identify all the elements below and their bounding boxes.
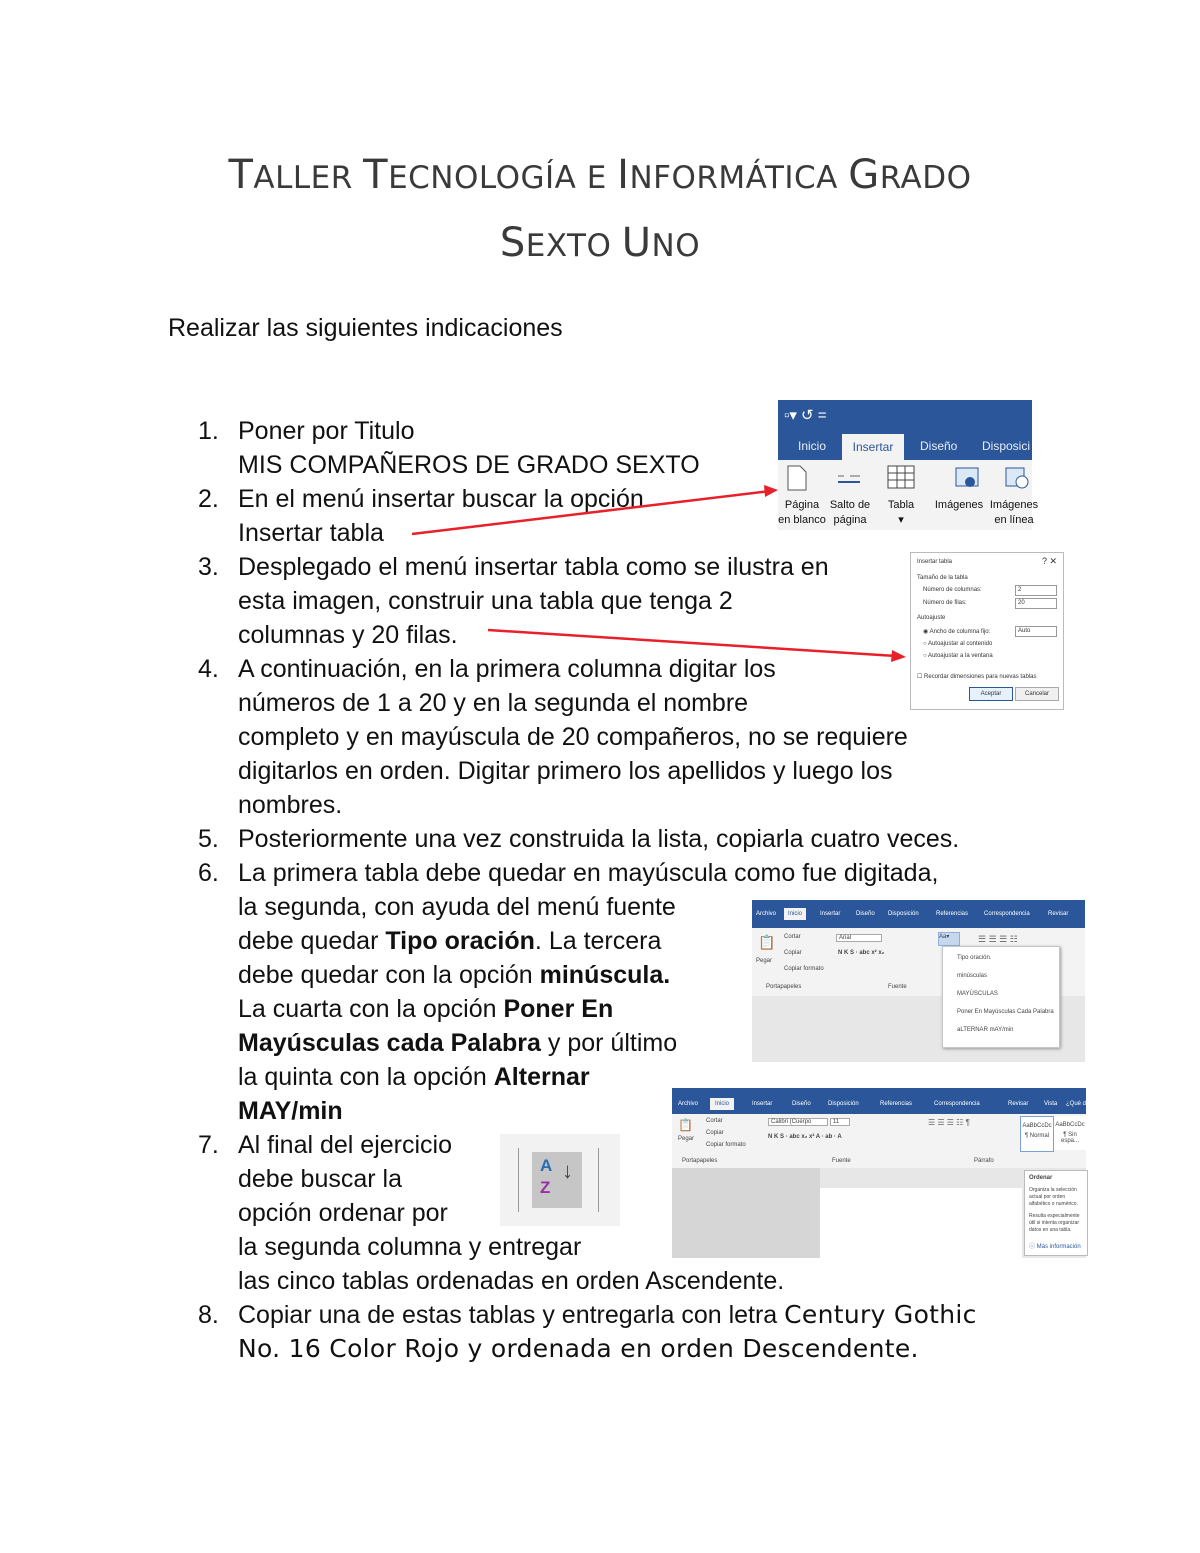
rows-input: 20 [1015,598,1057,609]
option-content: ○ Autoajustar al contenido [923,641,993,647]
down-arrow-icon: ↓ [562,1158,573,1183]
size-section: Tamaño de la tabla [917,575,968,581]
table-button: Tabla ▾ [887,499,915,526]
paste-icon: 📋 [678,1118,693,1132]
tab-insertar: Insertar [842,434,904,460]
list-item-3: 3. Desplegado el menú insertar tabla como se ilustra en esta imagen, construir una tabla que tenga 2 columnas y 20 filas. [198,553,829,649]
tab-strip: Archivo Inicio Insertar Diseño Disposición Referencias Correspondencia Revisar Vista ¿Qué desea hacer? [672,1088,1086,1114]
arrowhead-2 [891,650,906,662]
list-item-7: 7. Al final del ejercicio debe buscar la opción ordenar por la segunda columna y entregar las cinco tablas ordenadas en orden Ascendente. [198,1131,785,1295]
quick-access-icon: ▫▾ ↺ = [784,407,827,424]
title-word: E [586,160,607,196]
tab-inicio: Inicio [798,439,827,453]
list-item-5: 5. Posteriormente una vez construida la lista, copiarla cuatro veces. [198,825,960,853]
paste-icon: 📋 [758,934,776,950]
arrowhead-1 [764,485,778,497]
list-item-8: 8. Copiar una de estas tablas y entregarla con letra Century Gothic No. 16 Color Rojo y ordenada en orden Descendente. [198,1300,977,1363]
more-info-link: ⓘ Más información [1029,1244,1081,1250]
fixed-width-input: Auto [1015,626,1057,637]
list-item-6: 6. La primera tabla debe quedar en mayúscula como fue digitada, la segunda, con ayuda del menú fuente debe quedar Tipo oración. La tercera debe quedar con la opción minúscula. La cuarta con la opción Poner En Mayúsculas cada Palabra y por último la quinta con la opción Alternar MAY/min [198,859,939,1125]
title-word: GRADO [848,152,972,198]
format-buttons-icon: N K S · abc x₂ x² A · ab · A [768,1134,842,1140]
option-fixed: ◉ Ancho de columna fijo: [923,629,991,635]
tab-strip: Archivo Inicio Insertar Diseño Disposición Referencias Correspondencia Revisar [752,900,1085,928]
tab-disposicion: Disposici [982,439,1031,453]
menu-item-uppercase: MAYÚSCULAS [957,991,998,997]
paragraph-icons: ☰ ☰ ☰ ☷ ¶ [928,1118,970,1127]
ribbon-body: 📋 Pegar Cortar Copiar Copiar formato Portapapeles Calibri (Cuerpo 11 N K S · abc x₂ x² A · ab · A Fuente ☰ ☰ ☰ ☷ ¶ Párrafo AaBbCcDc ¶ Normal AaBbCcDc ¶ Sin espa... [672,1114,1086,1168]
style-nospacing: AaBbCcDc ¶ Sin espa... [1054,1116,1086,1150]
intro-text: Realizar las siguientes indicaciones [168,314,563,342]
pictures-button: Imágenes [934,499,984,511]
arrow-to-table-button [412,491,770,534]
list-item-2: 2. En el menú insertar buscar la opción Insertar tabla [198,485,644,547]
paragraph-icons: ☰ ☰ ☰ ☷ [978,934,1018,944]
ribbon-body: 📋 Pegar Cortar Copiar Copiar formato Portapapeles Arial N K S · abc x² x₂ Fuente Aa▾ ☰ ☰ ☰ ☷ [752,928,1085,996]
ok-button: Aceptar [969,687,1013,701]
font-name-box: Arial [836,934,882,942]
title-word: TECNOLOGÍA [363,152,577,198]
title-word: INFORMÁTICA [617,152,838,198]
font-name-box: Calibri (Cuerpo [768,1118,828,1126]
page-break-button: Salto de página [829,499,871,526]
menu-item-capitalize: Poner En Mayúsculas Cada Palabra [957,1009,1054,1015]
menu-item-toggle: aLTERNAR mAY/min [957,1027,1014,1033]
autofit-section: Autoajuste [917,615,946,621]
cols-label: Número de columnas: [923,587,982,593]
title-word: SEXTO [499,220,612,266]
title-word: TALLER [228,152,353,198]
remember-checkbox: ☐ Recordar dimensiones para nuevas tablas [917,674,1037,680]
blank-page-button: Página en blanco [778,499,826,526]
arrow-to-dialog [488,630,896,656]
list-item-1: 1. Poner por Titulo MIS COMPAÑEROS DE GRADO SEXTO [198,417,700,479]
menu-item-lowercase: minúsculas [957,973,988,979]
online-pictures-button: Imágenes en línea [989,499,1039,526]
dialog-title: Insertar tabla [917,559,953,565]
tell-me-box: ¿Qué desea hacer? [1066,1101,1120,1107]
rows-label: Número de filas: [923,600,967,606]
title-word: UNO [621,220,701,266]
sort-icon: A Z ↓ [532,1152,582,1208]
option-window: ○ Autoajustar a la ventana [923,653,993,659]
style-normal: AaBbCcDc ¶ Normal [1020,1116,1054,1152]
font-size-box: 11 [830,1118,850,1126]
cancel-button: Cancelar [1015,687,1059,701]
format-buttons-icon: N K S · abc x² x₂ [838,950,885,956]
dialog-buttons-icon: ? ✕ [1041,556,1057,566]
tab-diseno: Diseño [920,439,958,453]
sort-tooltip: Ordenar Organiza la selección actual por orden alfabético o numérico. Resulta especialmente útil si intenta organizar datos en una tabla. ⓘ Más información [1024,1170,1088,1256]
list-item-4: 4. A continuación, en la primera columna digitar los números de 1 a 20 y en la segunda el nombre completo y en mayúscula de 20 compañeros, no se requiere digitarlos en orden. Digitar primero los apellidos y luego los nombres. [198,655,908,819]
change-case-icon: Aa▾ [938,932,960,946]
menu-item-sentence: Tipo oración. [957,955,992,961]
cols-input: 2 [1015,585,1057,596]
